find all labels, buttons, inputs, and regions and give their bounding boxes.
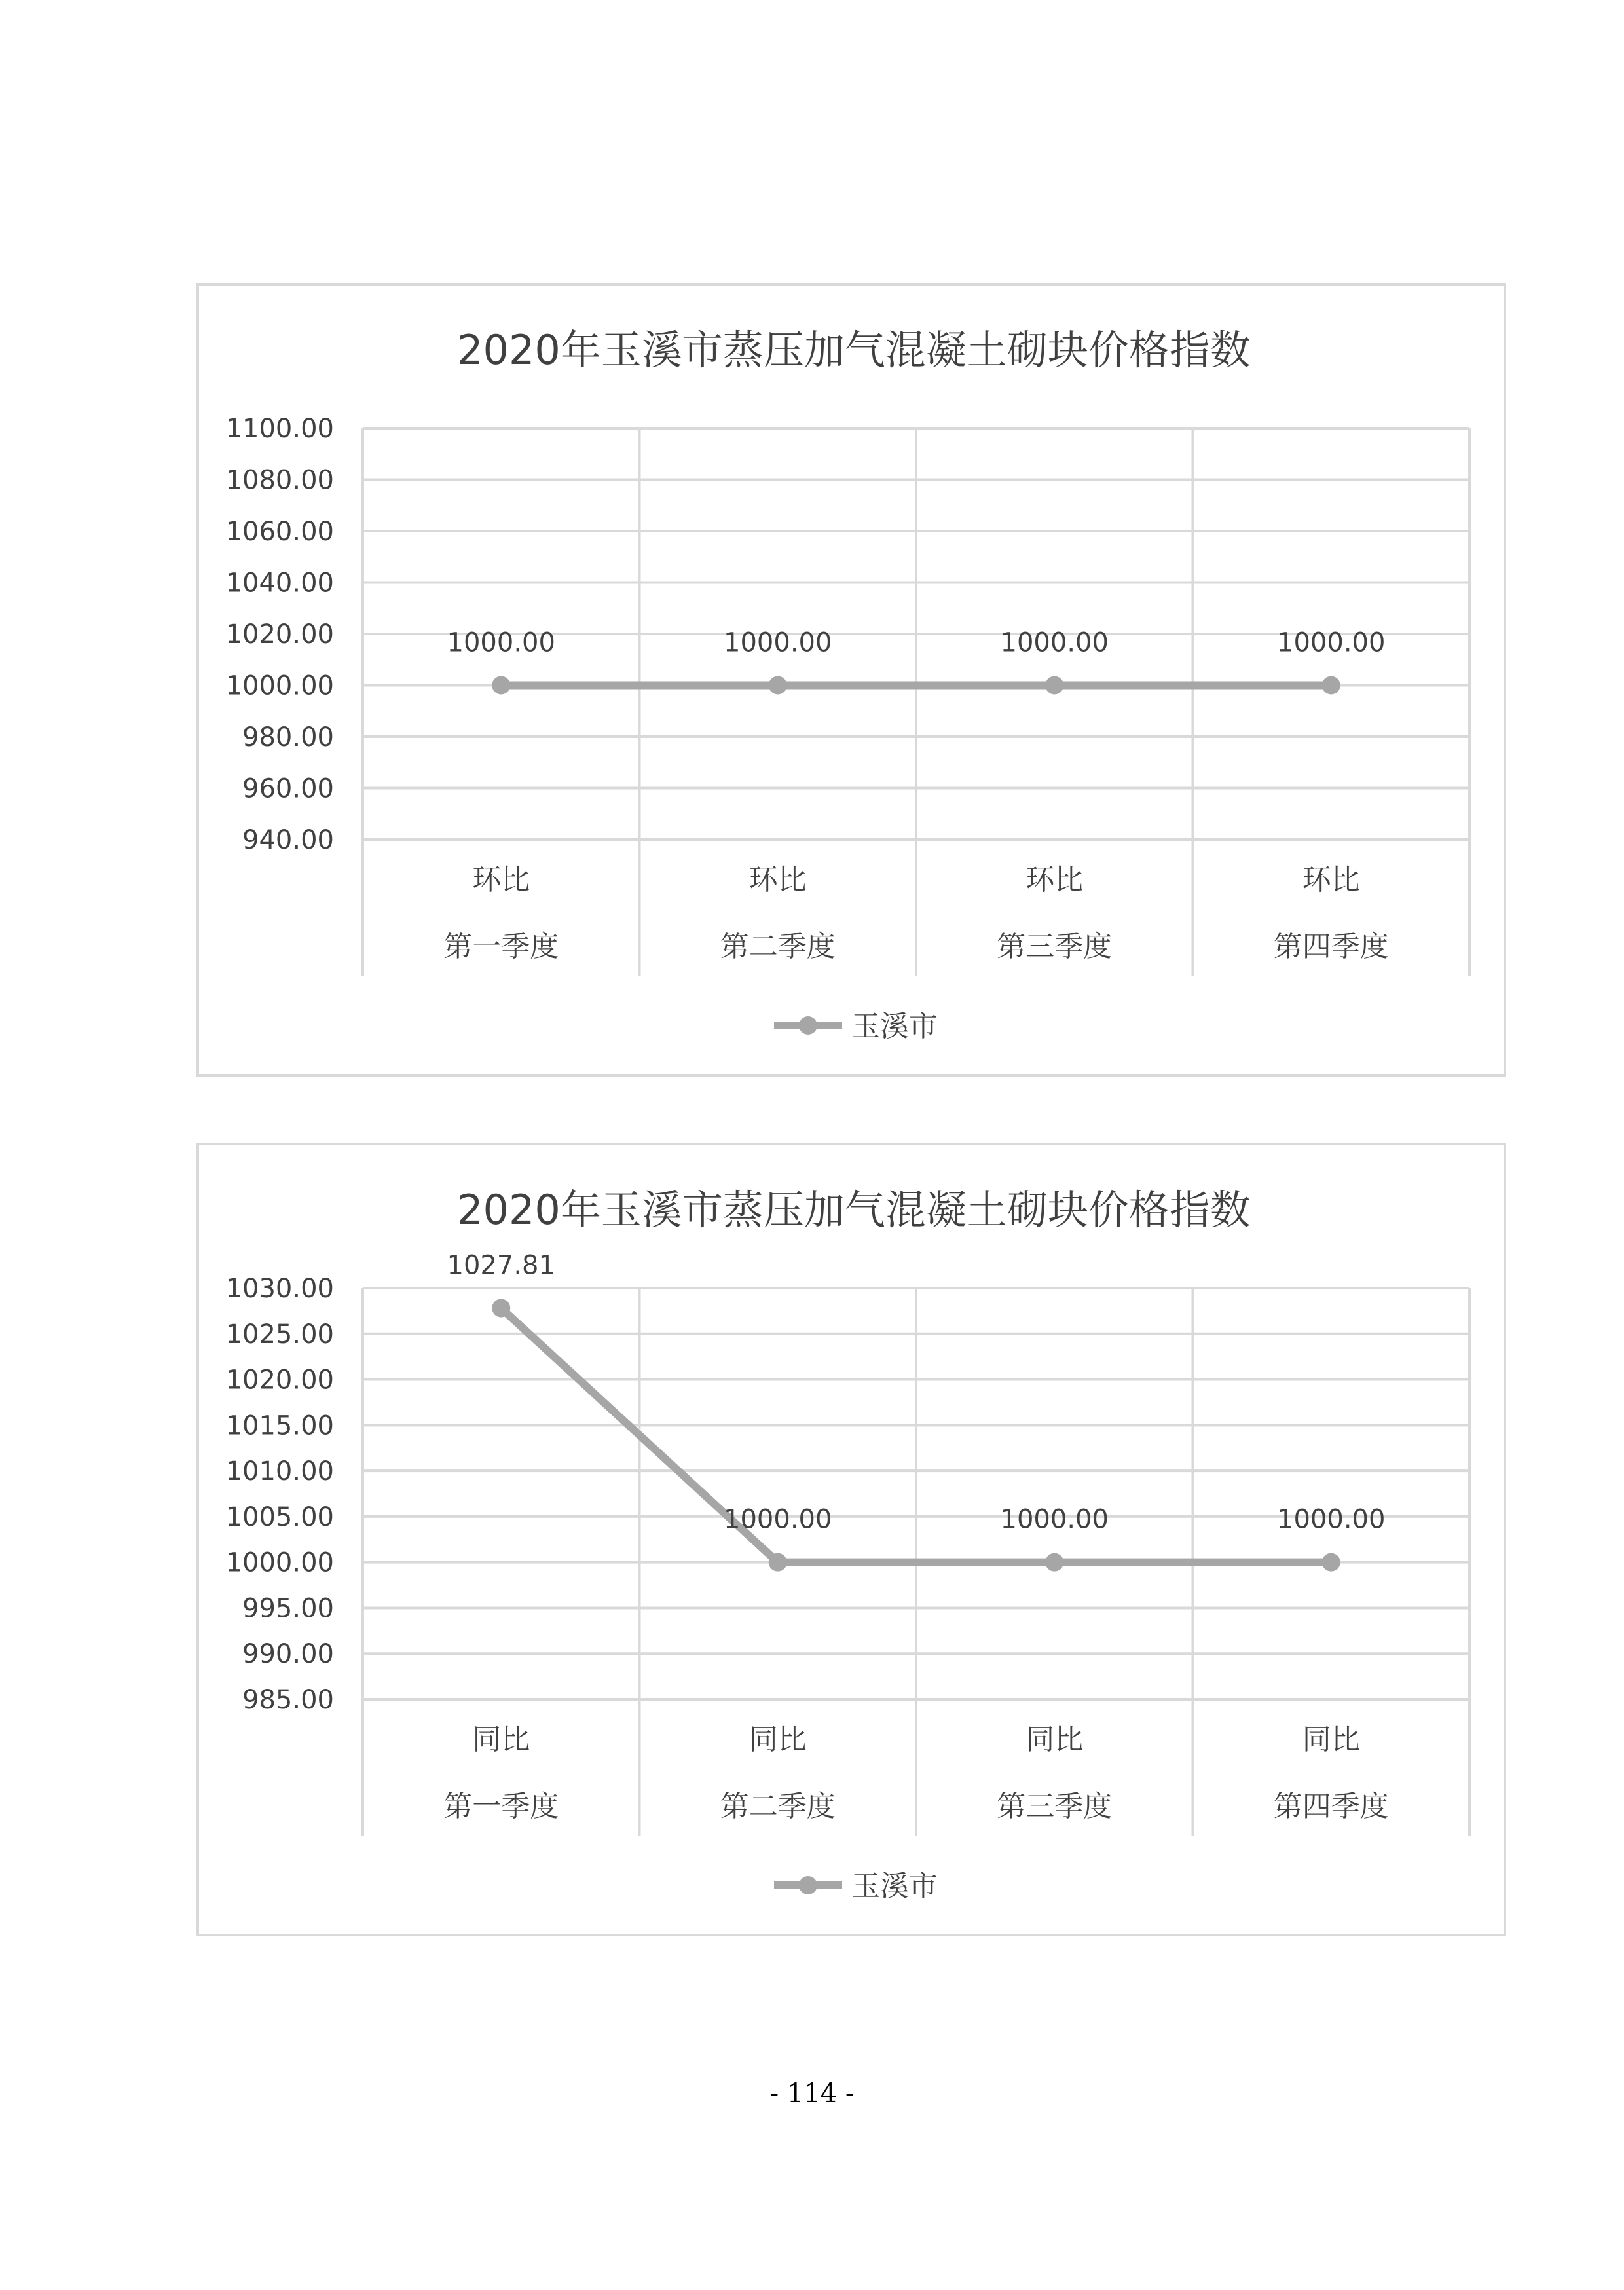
chart-yoy-xtick-label-quarter: 第一季度 <box>443 1790 559 1823</box>
chart-yoy-data-label: 1000.00 <box>1277 1504 1386 1535</box>
chart-qoq-ytick-label: 1100.00 <box>225 414 334 444</box>
chart-qoq-legend-label: 玉溪市 <box>851 1010 938 1043</box>
chart-qoq-data-point <box>492 676 510 695</box>
chart-yoy-ytick-label: 985.00 <box>242 1685 334 1715</box>
chart-yoy-ytick-label: 1020.00 <box>225 1365 334 1395</box>
chart-yoy-data-point <box>492 1299 510 1318</box>
page-number: - 114 - <box>769 2078 855 2109</box>
chart-qoq-data-label: 1000.00 <box>1277 627 1386 658</box>
chart-qoq-ytick-label: 1080.00 <box>225 465 334 496</box>
chart-yoy-ytick-label: 995.00 <box>242 1593 334 1624</box>
chart-yoy-ytick-label: 1000.00 <box>225 1547 334 1578</box>
chart-yoy-xtick-label-type: 同比 <box>472 1723 530 1756</box>
chart-yoy-data-point <box>1322 1553 1340 1572</box>
chart-yoy-data-label: 1000.00 <box>724 1504 832 1535</box>
chart-qoq-ytick-label: 940.00 <box>242 825 334 855</box>
chart-qoq-ytick-label: 960.00 <box>242 773 334 804</box>
chart-yoy-xtick-label-type: 同比 <box>1302 1723 1360 1756</box>
chart-qoq-xtick-label-quarter: 第三季度 <box>997 930 1113 963</box>
chart-qoq-data-point <box>1045 676 1063 695</box>
chart-yoy-legend-label: 玉溪市 <box>851 1870 938 1903</box>
chart-qoq-data-label: 1000.00 <box>724 627 832 658</box>
chart-qoq <box>196 283 1506 1077</box>
chart-qoq-xtick-label-type: 环比 <box>472 863 530 896</box>
chart-yoy-ytick-label: 1005.00 <box>225 1502 334 1532</box>
chart-yoy-ytick-label: 1015.00 <box>225 1411 334 1441</box>
chart-yoy-svg <box>199 1145 1509 1939</box>
chart-yoy-data-label: 1000.00 <box>1000 1504 1109 1535</box>
chart-qoq-xtick-label-type: 环比 <box>1302 863 1360 896</box>
chart-yoy-xtick-label-type: 同比 <box>1025 1723 1084 1756</box>
chart-qoq-xtick-label-quarter: 第一季度 <box>443 930 559 963</box>
chart-qoq-svg <box>199 286 1509 1079</box>
chart-yoy-ytick-label: 1025.00 <box>225 1319 334 1350</box>
chart-qoq-data-label: 1000.00 <box>1000 627 1109 658</box>
chart-qoq-xtick-label-quarter: 第二季度 <box>720 930 836 963</box>
chart-yoy-data-point <box>769 1553 787 1572</box>
chart-yoy-data-label: 1027.81 <box>447 1250 555 1281</box>
chart-qoq-data-point <box>769 676 787 695</box>
chart-yoy-xtick-label-quarter: 第二季度 <box>720 1790 836 1823</box>
chart-qoq-legend-marker <box>799 1016 817 1035</box>
chart-qoq-xtick-label-type: 环比 <box>748 863 807 896</box>
chart-yoy-data-point <box>1045 1553 1063 1572</box>
chart-yoy <box>196 1143 1506 1936</box>
chart-qoq-title: 2020年玉溪市蒸压加气混凝土砌块价格指数 <box>457 326 1251 374</box>
chart-qoq-data-label: 1000.00 <box>447 627 555 658</box>
chart-qoq-data-point <box>1322 676 1340 695</box>
chart-qoq-xtick-label-type: 环比 <box>1025 863 1084 896</box>
chart-qoq-ytick-label: 980.00 <box>242 722 334 752</box>
chart-yoy-legend-marker <box>799 1876 817 1894</box>
chart-yoy-title: 2020年玉溪市蒸压加气混凝土砌块价格指数 <box>457 1186 1251 1234</box>
chart-yoy-ytick-label: 1010.00 <box>225 1456 334 1487</box>
chart-qoq-ytick-label: 1020.00 <box>225 619 334 650</box>
chart-qoq-ytick-label: 1060.00 <box>225 517 334 547</box>
chart-yoy-ytick-label: 1030.00 <box>225 1274 334 1304</box>
chart-yoy-xtick-label-quarter: 第三季度 <box>997 1790 1113 1823</box>
chart-yoy-ytick-label: 990.00 <box>242 1639 334 1670</box>
chart-qoq-ytick-label: 1000.00 <box>225 671 334 701</box>
chart-yoy-xtick-label-quarter: 第四季度 <box>1273 1790 1389 1823</box>
chart-yoy-xtick-label-type: 同比 <box>748 1723 807 1756</box>
chart-qoq-xtick-label-quarter: 第四季度 <box>1273 930 1389 963</box>
chart-qoq-ytick-label: 1040.00 <box>225 568 334 599</box>
